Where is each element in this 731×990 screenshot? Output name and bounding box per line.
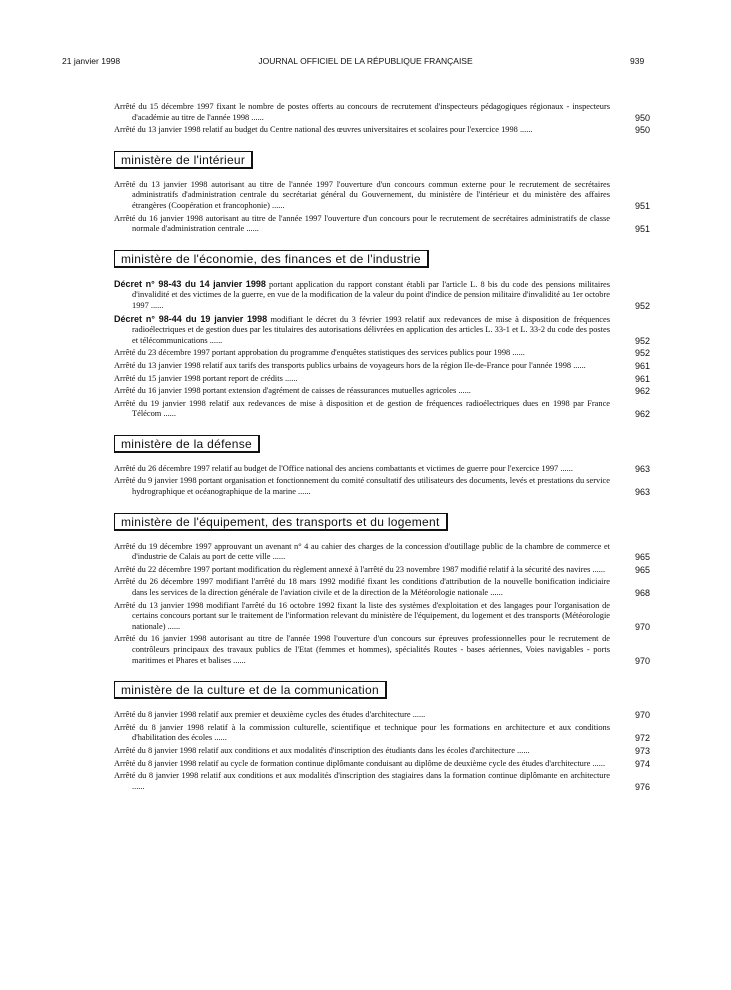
toc-entry[interactable] (114, 476, 650, 497)
entry-description: Arrêté du 13 janvier 1998 relatif aux tarifs des transports publics urbains de voyageurs hors de la région Ile-de-France pour l'année 1998 (114, 360, 572, 370)
entry-page-number: 962 (634, 409, 650, 420)
toc-entry[interactable] (114, 759, 650, 770)
toc-entry[interactable] (114, 634, 650, 666)
entry-description: Arrêté du 16 janvier 1998 autorisant au titre de l'année 1997 l'ouverture d'un concours pour le recrutement de secrétaires administratifs de classe normale d'administration centrale (114, 213, 610, 234)
entry-page-number: 952 (634, 348, 650, 359)
entry-description: Arrêté du 13 janvier 1998 modifiant l'arrêté du 16 octobre 1992 fixant la liste des systèmes d'exploitation et des langages pour l'organisation de certains concours portant sur le traitement de l'information relevant du ministère de l'équipement, du logement et des transports (Météorologie nationale) (114, 600, 610, 631)
entry-description: Arrêté du 8 janvier 1998 relatif aux conditions et aux modalités d'inscription des étudiants dans les écoles d'architecture (114, 745, 515, 755)
entry-description: Arrêté du 8 janvier 1998 relatif aux premier et deuxième cycles des études d'architecture (114, 710, 411, 720)
toc-entry[interactable] (114, 102, 650, 123)
entry-page-number: 970 (634, 655, 650, 666)
entry-description: Arrêté du 8 janvier 1998 relatif aux conditions et aux modalités d'inscription des stagiaires dans la formation continue diplômante en architecture (114, 771, 610, 781)
section-heading: ministère de la défense (114, 435, 260, 453)
entry-description: Arrêté du 15 janvier 1998 portant report de crédits (114, 373, 283, 383)
leader-dots: ...... (244, 224, 259, 234)
entry-description: Arrêté du 15 décembre 1997 fixant le nombre de postes offerts au concours de recrutement d'inspecteurs pédagogiques régionaux - inspecteurs d'académie au titre de l'année 1998 (114, 102, 610, 122)
entry-text (114, 565, 610, 576)
entry-page-number: 961 (634, 360, 650, 371)
entry-description: Arrêté du 23 décembre 1997 portant approbation du programme d'enquêtes statistiques des services publics pour 1998 (114, 348, 511, 358)
decree-title: Décret n° 98-44 du 19 janvier 1998 (114, 313, 268, 324)
header-page-number: 939 (630, 56, 645, 66)
entry-page-number: 973 (634, 745, 650, 756)
leader-dots: ...... (270, 552, 286, 562)
entry-text (114, 348, 610, 359)
leader-dots: ...... (456, 386, 471, 396)
entry-page-number: 970 (634, 621, 650, 632)
entry-description: modifiant le décret du 3 février 1993 relatif aux redevances de mise à disposition de fréquences radioélectriques et de gestion dues par les titulaires des autorisations délivrées en application des articles L. 33-1 et L. 33-2 du code des postes et télécommunications (132, 314, 610, 345)
toc-entry[interactable] (114, 125, 650, 136)
leader-dots: ...... (207, 335, 223, 345)
entry-page-number: 951 (634, 200, 650, 211)
entry-page-number: 952 (634, 335, 650, 346)
entry-description: Arrêté du 8 janvier 1998 relatif à la commission culturelle, scientifique et technique pour les formations en architecture et aux conditions d'habilitation des écoles (114, 722, 610, 743)
entry-text (114, 361, 610, 372)
toc-entry[interactable] (114, 565, 650, 576)
header-date: 21 janvier 1998 (62, 56, 121, 66)
toc-entry[interactable] (114, 386, 650, 397)
entry-description: Arrêté du 13 janvier 1998 autorisant au titre de l'année 1997 l'ouverture d'un concours commun externe pour le recrutement de secrétaires administratifs d'administration centrale du secrétariat général du Gouvernement, du ministère de l'intérieur et du ministère des affaires étrangères (Coopération et francophonie) (114, 179, 610, 210)
leader-dots: ...... (510, 348, 525, 358)
leader-dots: ...... (514, 745, 530, 755)
entry-text (114, 476, 610, 497)
leader-dots: ...... (132, 781, 145, 791)
entry-text (114, 577, 610, 598)
leader-dots: ...... (148, 300, 164, 310)
section-heading: ministère de la culture et de la communication (114, 681, 387, 699)
entry-page-number: 965 (634, 552, 650, 563)
entry-text (114, 634, 610, 666)
toc-entry[interactable] (114, 710, 650, 721)
entry-description: Arrêté du 9 janvier 1998 portant organisation et fonctionnement du comité consultatif des utilisateurs des documents, levés et prestations du service hydrographique et océanographique de la marine (114, 476, 610, 497)
leader-dots: ...... (282, 373, 298, 383)
entry-page-number: 962 (634, 386, 650, 397)
entry-text (114, 746, 610, 757)
toc-entry[interactable] (114, 314, 650, 347)
table-of-contents (114, 102, 650, 794)
entry-description: Arrêté du 8 janvier 1998 relatif au cycle de formation continue diplômante conduisant au diplôme de deuxième cycle des études d'architecture (114, 758, 591, 768)
entry-page-number: 968 (634, 588, 650, 599)
entry-description: Arrêté du 19 janvier 1998 relatif aux redevances de mise à disposition et de gestion de fréquences radioélectriques dues en 1998 par France Télécom (114, 398, 610, 419)
entry-page-number: 963 (634, 463, 650, 474)
leader-dots: ...... (558, 463, 573, 473)
leader-dots: ...... (249, 112, 264, 122)
section-heading: ministère de l'économie, des finances et de l'industrie (114, 250, 429, 268)
toc-entry[interactable] (114, 214, 650, 235)
entry-description: Arrêté du 22 décembre 1997 portant modification du règlement annexé à l'arrêté du 23 novembre 1987 modifié relatif à la sécurité des navires (114, 564, 591, 574)
toc-entry[interactable] (114, 577, 650, 598)
journal-title: JOURNAL OFFICIEL DE LA RÉPUBLIQUE FRANÇAISE (258, 56, 473, 66)
toc-entry[interactable] (114, 348, 650, 359)
leader-dots: ...... (212, 733, 227, 743)
entry-description: portant application du rapport constant établi par l'article L. 8 bis du code des pensions militaires d'invalidité et des victimes de la guerre, en vue de la modification de la valeur du point d'indice de pension militaire d'invalidité au 1er octobre 1997 (132, 279, 610, 310)
entry-page-number: 961 (634, 373, 650, 384)
section-heading: ministère de l'intérieur (114, 151, 253, 169)
entry-page-number: 952 (634, 300, 650, 311)
toc-entry[interactable] (114, 279, 650, 312)
entry-text (114, 723, 610, 744)
leader-dots: ...... (269, 200, 285, 210)
toc-entry[interactable] (114, 464, 650, 475)
entry-description: Arrêté du 13 janvier 1998 relatif au budget du Centre national des œuvres universitaires et scolaires pour l'exercice 1998 (114, 125, 518, 135)
entry-text (114, 542, 610, 563)
leader-dots: ...... (231, 655, 246, 665)
toc-entry[interactable] (114, 180, 650, 212)
entry-page-number: 972 (634, 733, 650, 744)
entry-description: Arrêté du 26 décembre 1997 modifiant l'arrêté du 18 mars 1992 modifié fixant les conditions d'attribution de la nouvelle bonification indiciaire dans les services de la direction générale de l'aviation civile et de la direction de la Météorologie nationale (114, 577, 610, 598)
entry-text (114, 279, 610, 312)
entry-text (114, 386, 610, 397)
section-heading: ministère de l'équipement, des transports et du logement (114, 513, 448, 531)
entry-text (114, 464, 610, 475)
leader-dots: ...... (410, 710, 426, 720)
leader-dots: ...... (165, 621, 181, 631)
entry-page-number: 965 (634, 564, 650, 575)
entry-text (114, 102, 610, 123)
entry-text (114, 214, 610, 235)
entry-text (114, 710, 610, 721)
entry-text (114, 771, 610, 792)
entry-description: Arrêté du 16 janvier 1998 autorisant au titre de l'année 1998 l'ouverture d'un concours sur épreuves professionnelles pour le recrutement de contrôleurs principaux des travaux publics de l'Etat (femmes et hommes), spécialités Routes - bases aériennes, Voies navigables - ports maritimes et Phares et balises (114, 634, 610, 665)
leader-dots: ...... (161, 409, 176, 419)
decree-title: Décret n° 98-43 du 14 janvier 1998 (114, 278, 266, 289)
leader-dots: ...... (295, 487, 311, 497)
entry-text (114, 314, 610, 347)
leader-dots: ...... (590, 758, 606, 768)
leader-dots: ...... (590, 564, 606, 574)
toc-entry[interactable] (114, 399, 650, 420)
entry-page-number: 976 (634, 781, 650, 792)
entry-page-number: 974 (634, 758, 650, 769)
toc-entry[interactable] (114, 601, 650, 633)
toc-entry[interactable] (114, 542, 650, 563)
toc-entry[interactable] (114, 723, 650, 744)
toc-entry[interactable] (114, 771, 650, 792)
leader-dots: ...... (517, 125, 533, 135)
entry-page-number: 970 (634, 710, 650, 721)
entry-page-number: 963 (634, 487, 650, 498)
toc-entry[interactable] (114, 361, 650, 372)
entry-text (114, 180, 610, 212)
leader-dots: ...... (571, 360, 586, 370)
entry-text (114, 601, 610, 633)
toc-entry[interactable] (114, 746, 650, 757)
entry-page-number: 950 (634, 125, 650, 136)
entry-description: Arrêté du 16 janvier 1998 portant extension d'agrément de caisses de réassurances mutuelles agricoles (114, 386, 457, 396)
leader-dots: ...... (488, 588, 503, 598)
entry-text (114, 399, 610, 420)
entry-text (114, 125, 610, 136)
entry-description: Arrêté du 19 décembre 1997 approuvant un avenant n° 4 au cahier des charges de la concession d'outillage public de la chambre de commerce et d'industrie de Calais au port de cette ville (114, 541, 610, 562)
entry-page-number: 951 (634, 224, 650, 235)
entry-text (114, 759, 610, 770)
toc-entry[interactable] (114, 374, 650, 385)
entry-text (114, 374, 610, 385)
entry-page-number: 950 (634, 112, 650, 123)
entry-description: Arrêté du 26 décembre 1997 relatif au budget de l'Office national des anciens combattants et victimes de guerre pour l'exercice 1997 (114, 463, 559, 473)
